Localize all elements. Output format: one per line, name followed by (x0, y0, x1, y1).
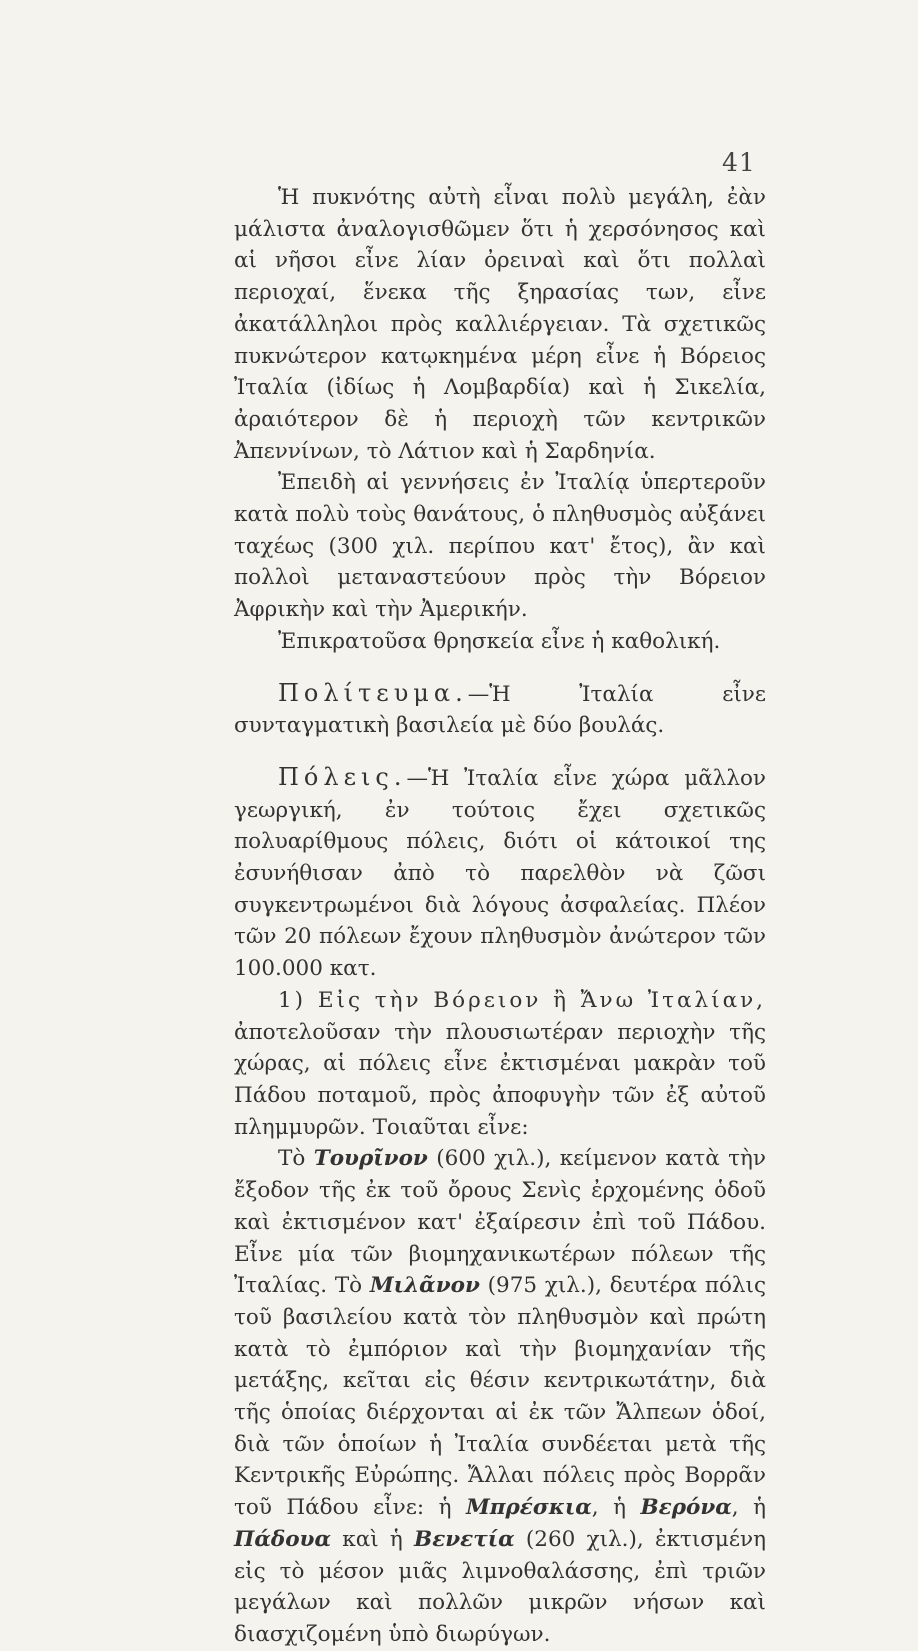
north-italy-text: ἀποτελοῦσαν τὴν πλουσιωτέραν περιοχὴν τῆς χώρας, αἱ πόλεις εἶνε ἐκτισμέναι μακρὰν τοῦ Πάδου ποταμοῦ, πρὸς ἀποφυγὴν τῶν ἐξ αὐτοῦ πλημμυρῶν. Τοιαῦται εἶνε: (234, 1019, 766, 1140)
north-italy-lead: 1) Εἰς τὴν Βόρειον ἢ Ἄνω Ἰταλίαν, (278, 987, 766, 1013)
city-verona: Βερόνα (640, 1495, 732, 1521)
government-text: —Ἡ Ἰταλία εἶνε συνταγματικὴ βασιλεία μὲ δύο βουλάς. (234, 681, 766, 739)
paragraph-religion: Ἐπικρατοῦσα θρησκεία εἶνε ἡ καθολική. (278, 628, 721, 654)
section-heading-cities: Πόλεις. (278, 762, 407, 791)
paragraph-north-italy (234, 985, 766, 1144)
paragraph-government (234, 678, 766, 742)
section-heading-government: Πολίτευμα. (278, 678, 468, 707)
city-venice: Βενετία (414, 1526, 515, 1552)
city-brescia: Μπρέσκια (465, 1495, 592, 1521)
paragraph-population-density: Ἡ πυκνότης αὐτὴ εἶναι πολὺ μεγάλη, ἐὰν μάλιστα ἀναλογισθῶμεν ὅτι ἡ χερσόνησος καὶ αἱ νῆσοι εἶνε λίαν ὀρειναὶ καὶ ὅτι πολλαὶ περιοχαί, ἕνεκα τῆς ξηρασίας των, εἶνε ἀκατάλληλοι πρὸς καλλιέργειαν. Τὰ σχετικῶς πυκνώτερον κατῳκημένα μέρη εἶνε ἡ Βόρειος Ἰταλία (ἰδίως ἡ Λομβαρδία) καὶ ἡ Σικελία, ἀραιότερον δὲ ἡ περιοχὴ τῶν κεντρικῶν Ἀπεννίνων, τὸ Λάτιον καὶ ἡ Σαρδηνία. (234, 185, 766, 464)
city-milan: Μιλᾶνον (369, 1273, 480, 1299)
city-turin: Τουρῖνον (313, 1146, 428, 1172)
page-number: 41 (722, 148, 756, 177)
cities-text: —Ἡ Ἰταλία εἶνε χώρα μᾶλλον γεωργική, ἐν τούτοις ἔχει σχετικῶς πολυαρίθμους πόλεις, διότι οἱ κάτοικοί της ἐσυνήθισαν ἀπὸ τὸ παρελθὸν νὰ ζῶσι συγκεντρωμένοι διὰ λόγους ἀσφαλείας. Πλέον τῶν 20 πόλεων ἔχουν πληθυσμὸν ἀνώτερον τῶν 100.000 κατ. (234, 765, 766, 982)
paragraph-cities (234, 762, 766, 985)
page-body (234, 182, 766, 1651)
paragraph-north-cities: Τὸ Τουρῖνον (600 χιλ.), κείμενον κατὰ τὴν ἔξοδον τῆς ἐκ τοῦ ὄρους Σενὶς ἐρχομένης ὁδοῦ καὶ ἐκτισμένον κατ' ἐξαίρεσιν ἐπὶ τοῦ Πάδου. Εἶνε μία τῶν βιομηχανικωτέρων πόλεων τῆς Ἰταλίας. Τὸ Μιλᾶνον (975 χιλ.), δευτέρα πόλις τοῦ βασιλείου κατὰ τὸν πληθυσμὸν καὶ πρώτη κατὰ τὸ ἐμπόριον καὶ τὴν βιομηχανίαν τῆς μετάξης, κεῖται εἰς θέσιν κεντρικωτάτην, διὰ τῆς ὁποίας διέρχονται αἱ ἐκ τῶν Ἄλπεων ὁδοί, διὰ τῶν ὁποίων ἡ Ἰταλία συνδέεται μετὰ τῆς Κεντρικῆς Εὐρώπης. Ἄλλαι πόλεις πρὸς Βορρᾶν τοῦ Πάδου εἶνε: ἡ Μπρέσκια, ἡ Βερόνα, ἡ Πάδουα καὶ ἡ Βενετία (260 χιλ.), ἐκτισμένη εἰς τὸ μέσον μιᾶς λιμνοθαλάσσης, ἐπὶ τριῶν μεγάλων καὶ πολλῶν μικρῶν νήσων καὶ διασχιζομένη ὑπὸ διωρύγων. (234, 1146, 766, 1647)
city-padova: Πάδουα (234, 1526, 332, 1552)
paragraph-births: Ἐπειδὴ αἱ γεννήσεις ἐν Ἰταλίᾳ ὑπερτεροῦν κατὰ πολὺ τοὺς θανάτους, ὁ πληθυσμὸς αὐξάνει ταχέως (300 χιλ. περίπου κατ' ἔτος), ἂν καὶ πολλοὶ μεταναστεύουν πρὸς τὴν Βόρειον Ἀφρικὴν καὶ τὴν Ἀμερικήν. (234, 470, 766, 623)
